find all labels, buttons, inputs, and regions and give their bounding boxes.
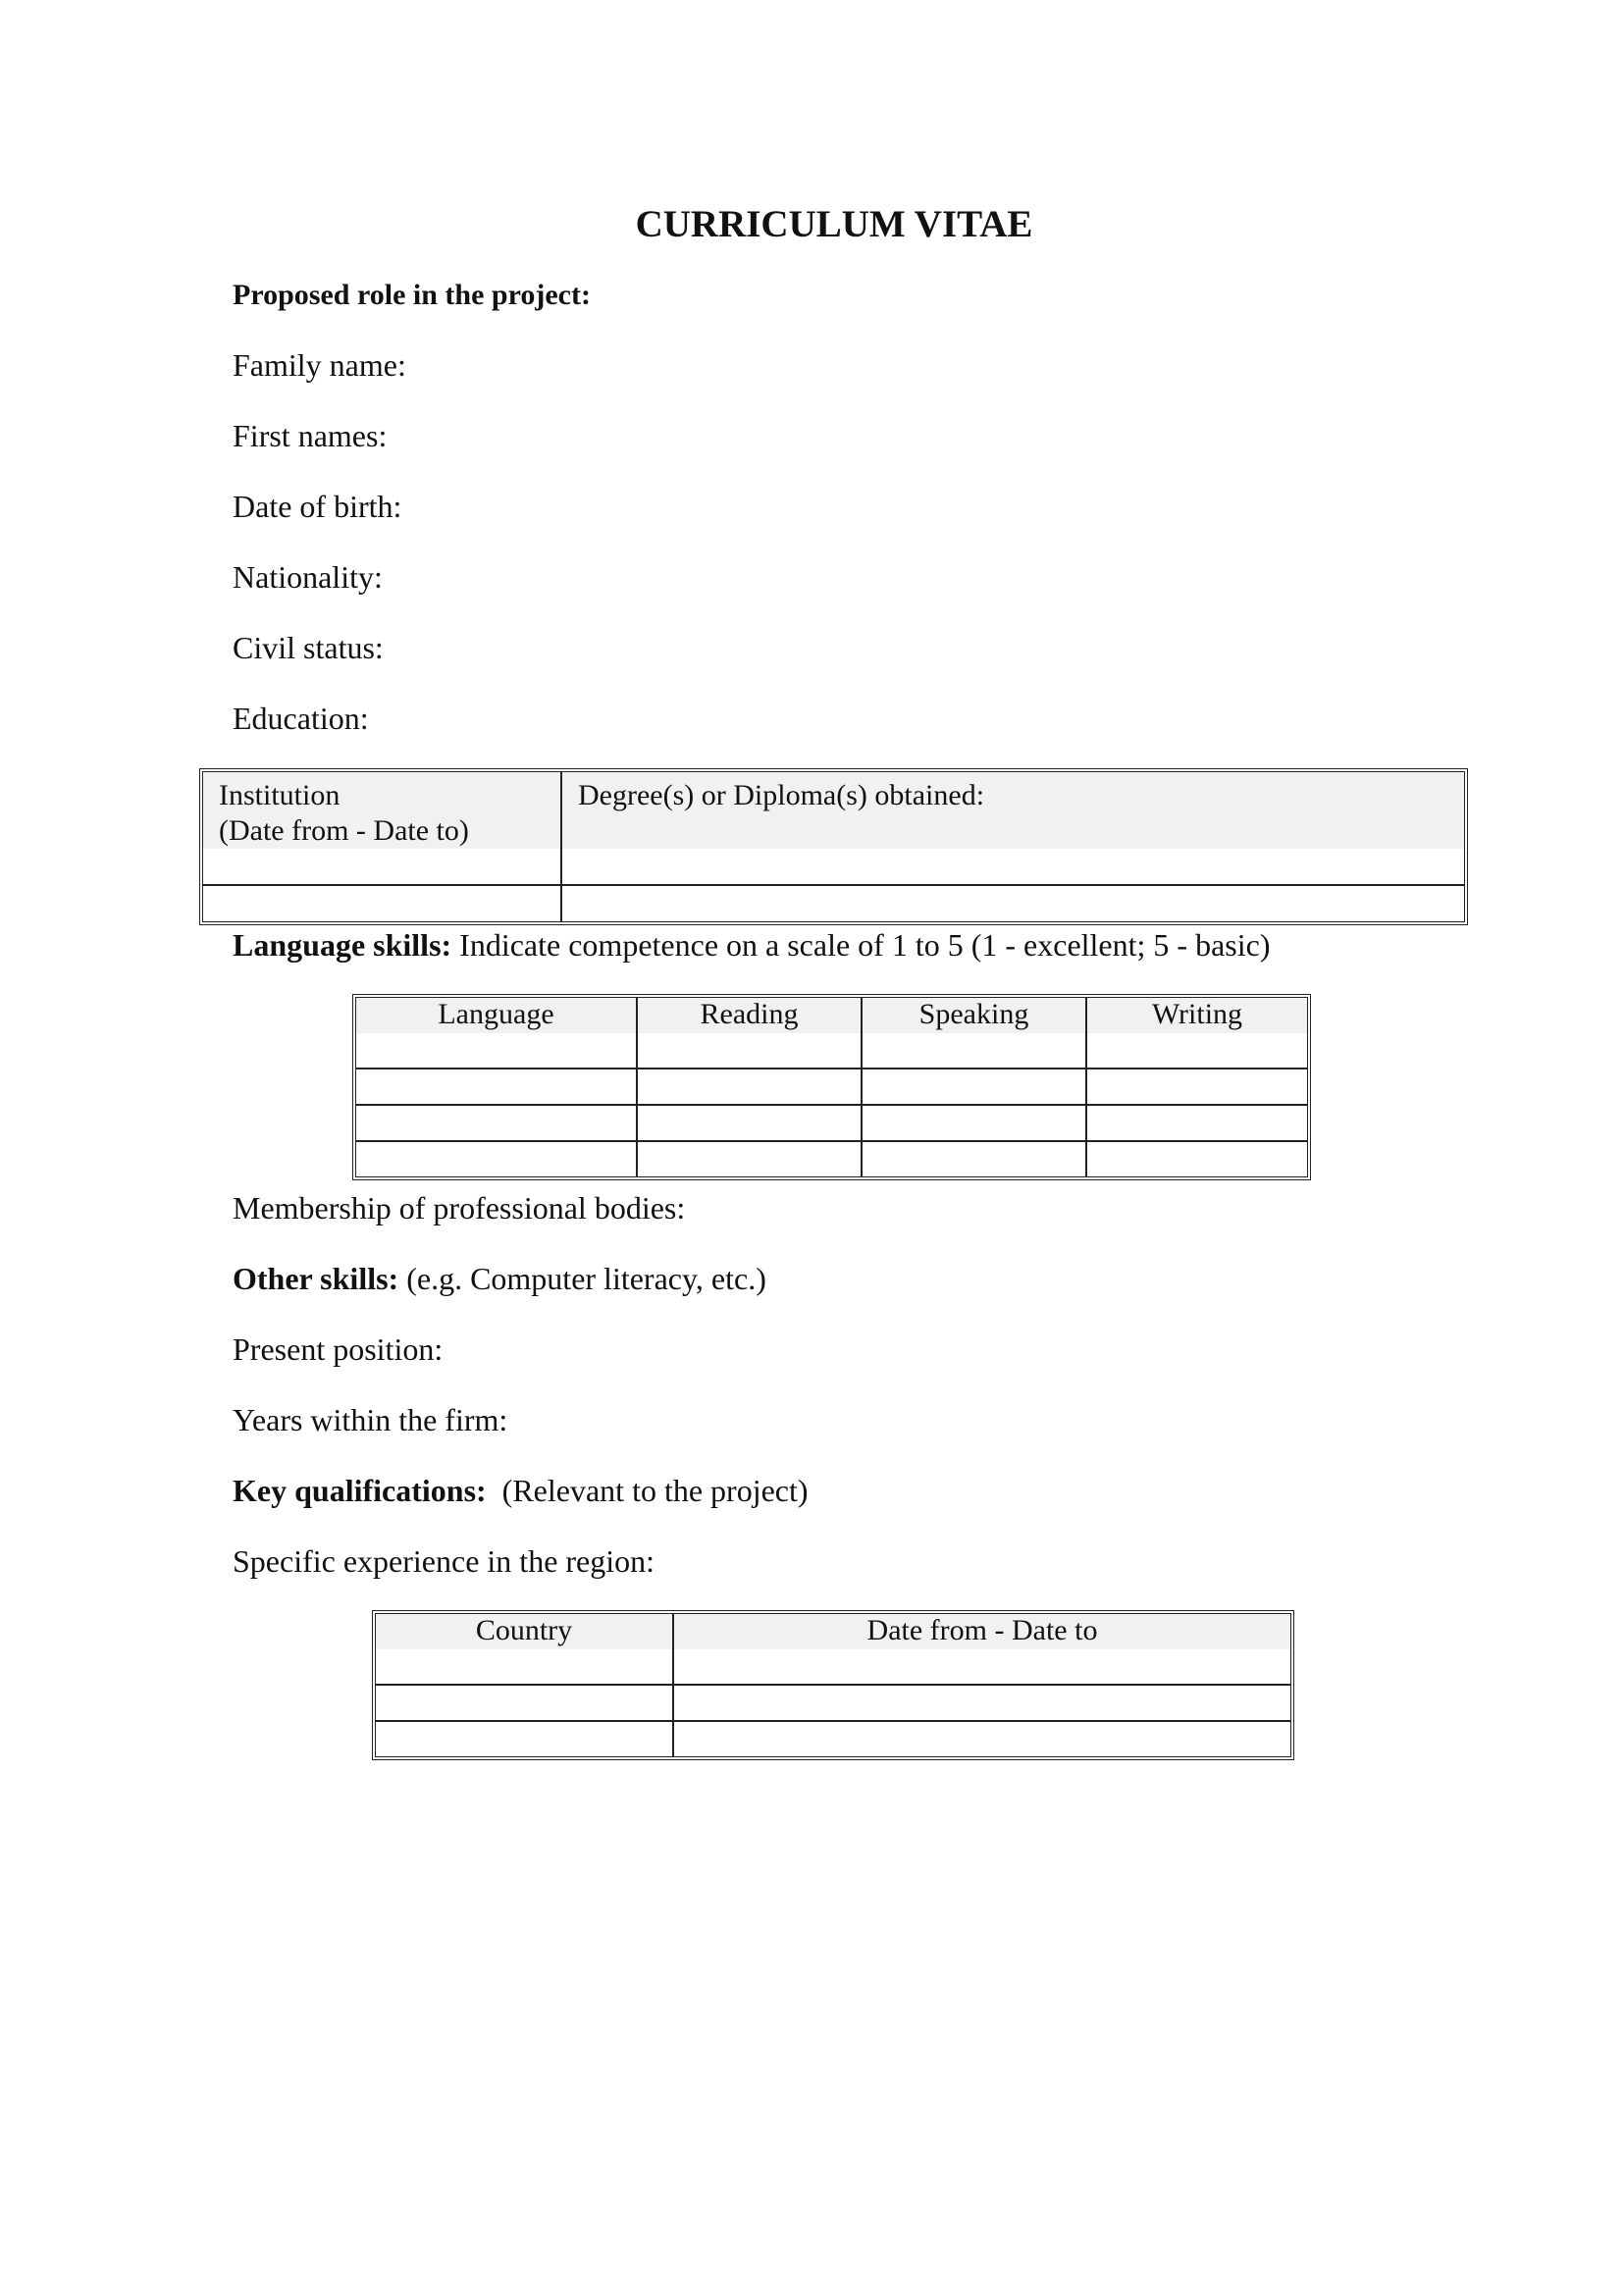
- language-header-language: Language: [356, 998, 638, 1033]
- speaking-cell[interactable]: [863, 1106, 1087, 1142]
- writing-cell[interactable]: [1087, 1106, 1307, 1142]
- table-row: [356, 1033, 1307, 1069]
- date-of-birth-label: Date of birth:: [233, 489, 402, 524]
- language-cell[interactable]: [356, 1069, 638, 1106]
- region-header-dates: Date from - Date to: [674, 1614, 1290, 1649]
- language-header-speaking: Speaking: [863, 998, 1087, 1033]
- table-row: [376, 1649, 1290, 1686]
- table-row: [356, 1106, 1307, 1142]
- education-label: Education:: [233, 701, 369, 736]
- country-cell[interactable]: [376, 1686, 674, 1722]
- key-qualifications-line: [233, 1471, 809, 1510]
- language-skills-note: Indicate competence on a scale of 1 to 5 (1 - excellent; 5 - basic): [451, 927, 1271, 963]
- education-cell-degree[interactable]: [562, 886, 1464, 921]
- table-row: [356, 1069, 1307, 1106]
- table-row: [203, 849, 1464, 886]
- key-qualifications-note: (Relevant to the project): [486, 1473, 809, 1508]
- education-header-institution-line2: (Date from - Date to): [219, 814, 469, 847]
- specific-experience-label: Specific experience in the region:: [233, 1543, 655, 1579]
- other-skills-line: [233, 1259, 766, 1298]
- proposed-role-label: Proposed role in the project:: [233, 279, 591, 311]
- page-title: CURRICULUM VITAE: [635, 203, 1033, 245]
- other-skills-note: (e.g. Computer literacy, etc.): [398, 1261, 766, 1296]
- civil-status-label: Civil status:: [233, 630, 384, 665]
- education-header-institution-line1: Institution: [219, 779, 341, 811]
- language-table: [352, 994, 1311, 1180]
- education-table-header-row: [203, 772, 1464, 849]
- region-table-header-row: [376, 1614, 1290, 1649]
- table-row: [203, 886, 1464, 921]
- country-cell[interactable]: [376, 1649, 674, 1686]
- language-skills-label: Language skills:: [233, 927, 452, 963]
- writing-cell[interactable]: [1087, 1033, 1307, 1069]
- region-experience-table: [372, 1610, 1294, 1760]
- language-header-writing: Writing: [1087, 998, 1307, 1033]
- dates-cell[interactable]: [674, 1686, 1290, 1722]
- speaking-cell[interactable]: [863, 1069, 1087, 1106]
- table-row: [356, 1142, 1307, 1176]
- nationality-label: Nationality:: [233, 559, 383, 595]
- family-name-label: Family name:: [233, 347, 406, 383]
- first-names-label: First names:: [233, 418, 388, 453]
- dates-cell[interactable]: [674, 1649, 1290, 1686]
- present-position-label: Present position:: [233, 1331, 444, 1367]
- education-header-institution: [203, 772, 562, 849]
- language-cell[interactable]: [356, 1033, 638, 1069]
- education-cell-institution[interactable]: [203, 849, 562, 886]
- speaking-cell[interactable]: [863, 1142, 1087, 1176]
- reading-cell[interactable]: [638, 1142, 863, 1176]
- dates-cell[interactable]: [674, 1722, 1290, 1756]
- reading-cell[interactable]: [638, 1069, 863, 1106]
- writing-cell[interactable]: [1087, 1069, 1307, 1106]
- education-header-degree: Degree(s) or Diploma(s) obtained:: [562, 772, 1464, 849]
- membership-label: Membership of professional bodies:: [233, 1190, 686, 1225]
- reading-cell[interactable]: [638, 1106, 863, 1142]
- language-skills-line: [233, 925, 1270, 965]
- language-cell[interactable]: [356, 1142, 638, 1176]
- speaking-cell[interactable]: [863, 1033, 1087, 1069]
- country-cell[interactable]: [376, 1722, 674, 1756]
- language-header-reading: Reading: [638, 998, 863, 1033]
- years-within-firm-label: Years within the firm:: [233, 1402, 508, 1437]
- table-row: [376, 1686, 1290, 1722]
- key-qualifications-label: Key qualifications:: [233, 1473, 487, 1508]
- language-cell[interactable]: [356, 1106, 638, 1142]
- education-cell-institution[interactable]: [203, 886, 562, 921]
- language-table-header-row: [356, 998, 1307, 1033]
- education-cell-degree[interactable]: [562, 849, 1464, 886]
- education-table: [199, 768, 1468, 925]
- reading-cell[interactable]: [638, 1033, 863, 1069]
- writing-cell[interactable]: [1087, 1142, 1307, 1176]
- other-skills-label: Other skills:: [233, 1261, 399, 1296]
- table-row: [376, 1722, 1290, 1756]
- region-header-country: Country: [376, 1614, 674, 1649]
